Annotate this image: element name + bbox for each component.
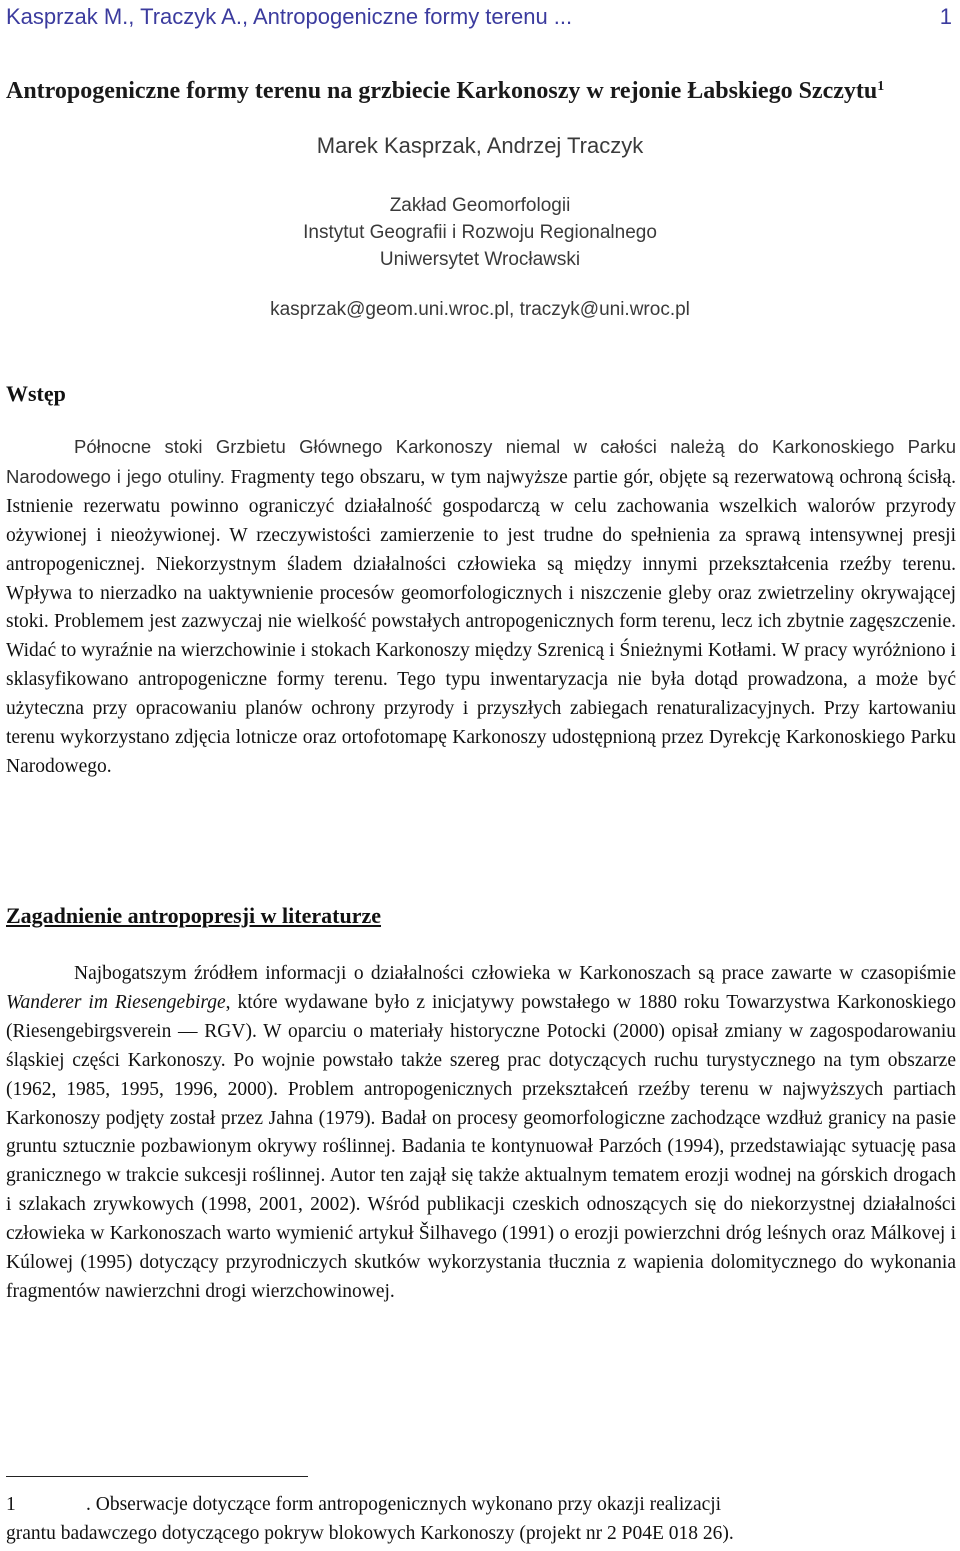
affiliation	[0, 192, 960, 273]
section-heading-literature: Zagadnienie antropopresji w literaturze	[6, 903, 381, 928]
running-header	[0, 0, 960, 34]
section-heading-intro: Wstęp	[6, 381, 66, 406]
affiliation-line-3: Uniwersytet Wrocławski	[379, 249, 581, 270]
author-emails: kasprzak@geom.uni.wroc.pl, traczyk@uni.wroc.pl	[270, 299, 690, 320]
affiliation-line-1: Zakład Geomorfologii	[389, 195, 571, 216]
title-footnote-marker: 1	[877, 79, 885, 94]
intro-paragraph	[6, 433, 956, 782]
footnote-separator	[6, 1476, 308, 1477]
footnote	[6, 1490, 956, 1548]
footnote-line-1	[6, 1490, 956, 1519]
paper-title	[6, 76, 956, 106]
literature-paragraph-part-1: Najbogatszym źródłem informacji o działalności człowieka w Karkonoszach są prace zawarte w czasopiśmie	[74, 963, 956, 984]
page-number: 1	[939, 4, 952, 29]
intro-paragraph-lead: Północne stoki Grzbietu Głównego Karkonoszy niemal w całości należą do Karkonoskiego Parku Narodowego i jego otuliny.	[6, 436, 956, 487]
footnote-text-1: . Obserwacje dotyczące form antropogenicznych wykonano przy okazji realizacji	[86, 1494, 722, 1515]
footnote-line-2: grantu badawczego dotyczącego pokryw blokowych Karkonoszy (projekt nr 2 P04E 018 26).	[6, 1523, 734, 1544]
affiliation-line-2: Instytut Geografii i Rozwoju Regionalnego	[303, 222, 657, 243]
running-title: Kasprzak M., Traczyk A., Antropogeniczne formy terenu ...	[6, 4, 573, 29]
authors: Marek Kasprzak, Andrzej Traczyk	[316, 133, 644, 158]
intro-paragraph-body: Fragmenty tego obszaru, w tym najwyższe partie gór, objęte są rezerwatową ochroną ścisłą. Istnienie rezerwatu powinno ograniczyć działalność gospodarczą w celu zachowania wszelkich walorów przyrody ożywionej i nieożywionej. W rzeczywistości zamierzenie to jest trudne do spełnienia za sprawą intensywnej presji antropogenicznej. Niekorzystnym śladem działalności człowieka są między innymi przekształcenia rzeźby terenu. Wpływa to nierzadko na uaktywnienie procesów geomorfologicznych i niszczenie gleby oraz zwietrzeliny okrywającej stoki. Problemem jest zazwyczaj nie wielkość powstałych antropogenicznych form terenu, lecz ich zbytnie zagęszczenie. Widać to wyraźnie na wierzchowinie i stokach Karkonoszy między Szrenicą i Śnieżnymi Kotłami. W pracy wyróżniono i sklasyfikowano antropogeniczne formy terenu. Tego typu inwentaryzacja nie była dotąd prowadzona, a może być użyteczna przy opracowaniu planów ochrony przyrody i przyszłych zabiegach renaturalizacyjnych. Przy kartowaniu terenu wykorzystano zdjęcia lotnicze oraz ortofotomapę Karkonoszy udostępnioną przez Dyrekcję Karkonoskiego Parku Narodowego.	[6, 466, 956, 777]
literature-paragraph-part-2: , które wydawane było z inicjatywy powstałego w 1880 roku Towarzystwa Karkonoskiego (Riesengebirgsverein — RGV). W oparciu o materiały historyczne Potocki (2000) opisał zmiany w zagospodarowaniu śląskiej części Karkonoszy. Po wojnie powstało także szereg prac dotyczących ruchu turystycznego na tym obszarze (1962, 1985, 1995, 1996, 2000). Problem antropogenicznych przekształceń rzeźby terenu w najwyższych partiach Karkonoszy podjęty został przez Jahna (1979). Badał on procesy geomorfologiczne zachodzące wzdłuż granicy na pasie gruntu sztucznie pozbawionym okrywy roślinnej. Badania te kontynuował Parzóch (1994), przedstawiając sytuację pasa granicznego w trakcie sukcesji roślinnej. Autor ten zajął się także aktualnym tematem erozji wodnej na górskich drogach i szlakach zrywkowych (1998, 2001, 2002). Wśród publikacji czeskich odnoszących się do niekorzystnej działalności człowieka w Karkonoszach warto wymienić artykuł Šilhavego (1991) o erozji powierzchni dróg leśnych oraz Málkovej i Kúlowej (1995) dotyczący przyrodniczych skutków wykorzystania tłucznia z wapienia dolomitycznego do wykonania fragmentów nawierzchni drogi wierzchowinowej.	[6, 991, 956, 1302]
footnote-number: 1	[6, 1494, 16, 1515]
literature-paragraph	[6, 960, 956, 1307]
journal-name: Wanderer im Riesengebirge	[6, 991, 226, 1013]
paper-title-text: Antropogeniczne formy terenu na grzbiecie Karkonoszy w rejonie Łabskiego Szczytu	[6, 78, 878, 104]
